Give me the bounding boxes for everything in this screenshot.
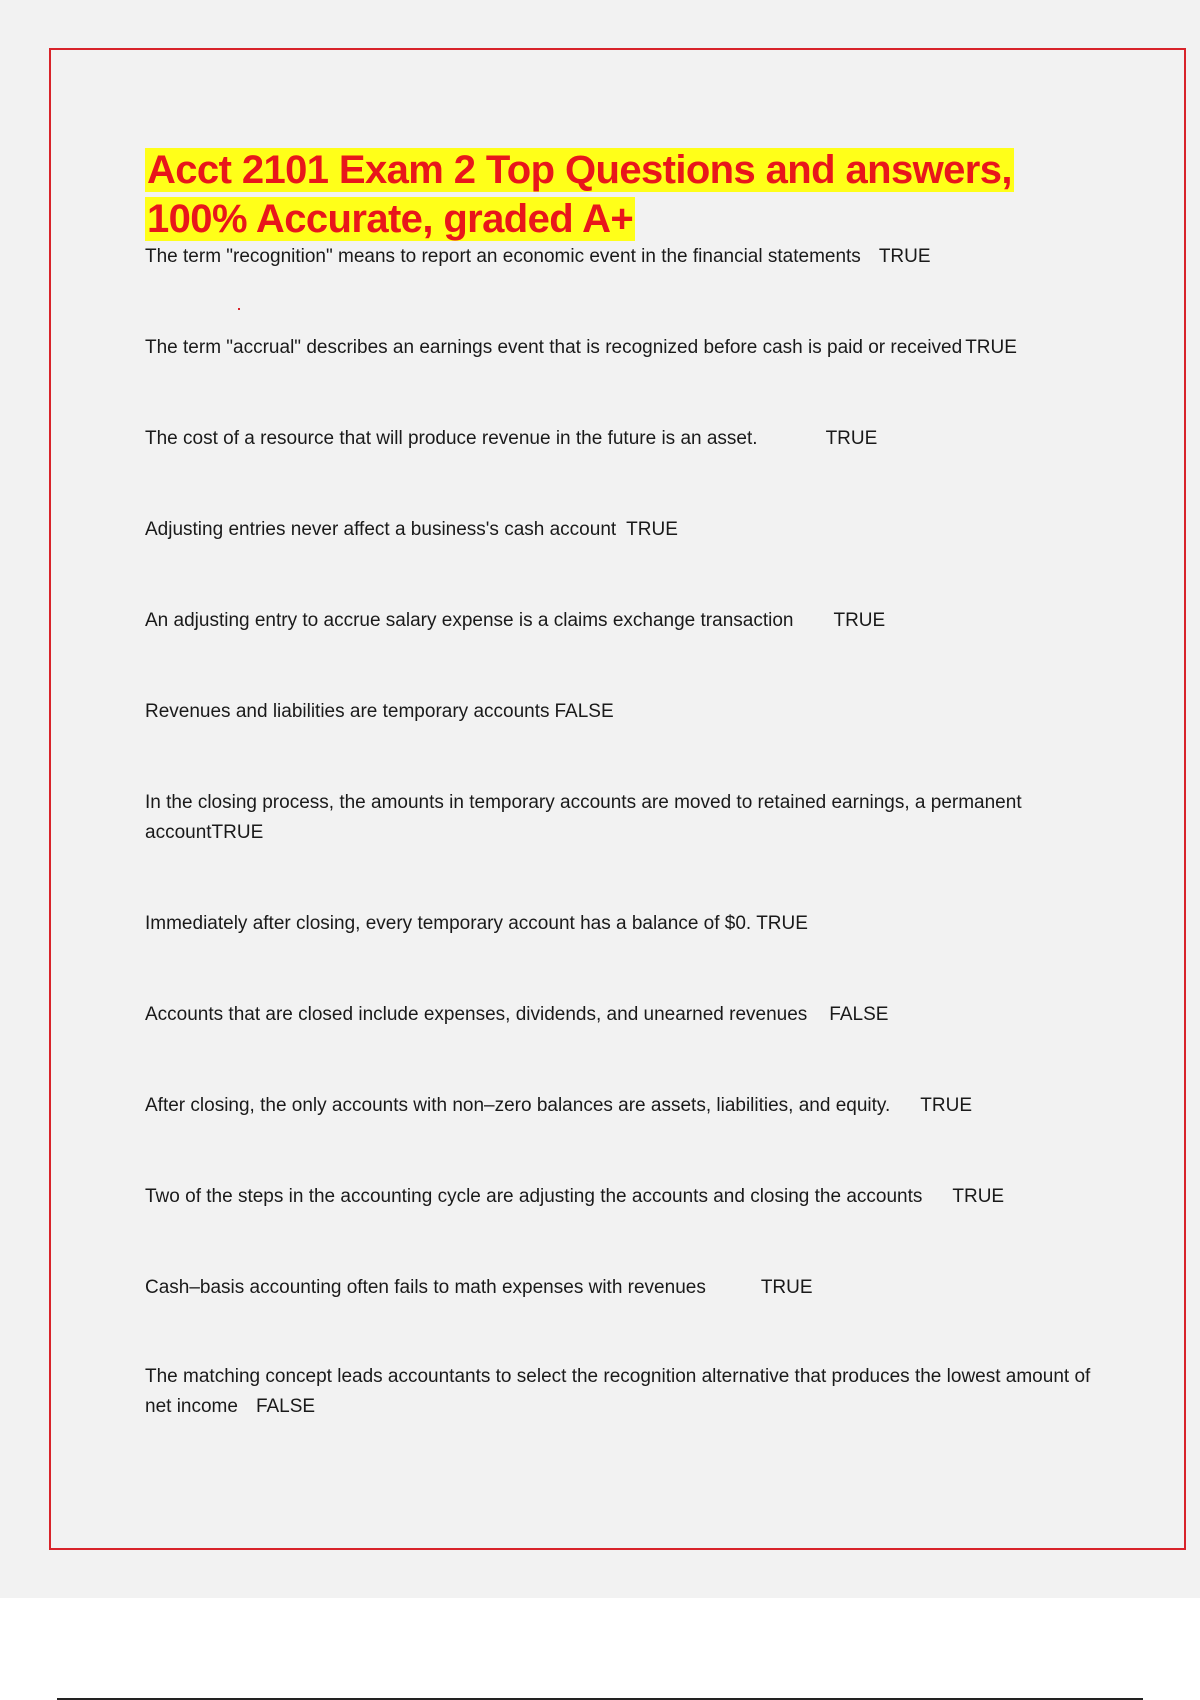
question-text: Two of the steps in the accounting cycle are adjusting the accounts and closing the accounts — [145, 1186, 923, 1207]
title-line-2: 100% Accurate, graded A+ — [147, 197, 634, 241]
qa-item — [145, 1182, 1095, 1212]
document-content — [145, 146, 1095, 1417]
document-title — [145, 146, 1095, 244]
question-text: In the closing process, the amounts in temporary accounts are moved to retained earnings, a permanent account — [145, 792, 1022, 843]
answer-text: TRUE — [825, 428, 878, 449]
qa-item — [145, 424, 1095, 454]
question-text: Accounts that are closed include expenses, dividends, and unearned revenues — [145, 1004, 808, 1025]
answer-text: TRUE — [878, 246, 931, 267]
answer-text: TRUE — [952, 1186, 1005, 1207]
qa-item — [145, 515, 1095, 545]
question-text: The term "accrual" describes an earnings event that is recognized before cash is paid or received — [145, 337, 963, 358]
question-text: The matching concept leads accountants to select the recognition alternative that produces the lowest amount of net income — [145, 1366, 1091, 1417]
answer-text: FALSE — [554, 701, 614, 722]
answer-text: FALSE — [829, 1004, 889, 1025]
answer-text: TRUE — [833, 610, 886, 631]
question-text: The cost of a resource that will produce revenue in the future is an asset. — [145, 428, 758, 449]
question-text: Cash–basis accounting often fails to math expenses with revenues — [145, 1277, 706, 1298]
qa-item — [145, 788, 1095, 848]
stray-mark — [238, 308, 240, 310]
qa-item — [145, 606, 1095, 636]
title-line-1: Acct 2101 Exam 2 Top Questions and answers, — [147, 148, 1012, 192]
qa-item — [145, 242, 1095, 272]
answer-text: FALSE — [255, 1396, 316, 1417]
question-text: Adjusting entries never affect a business's cash account — [145, 519, 617, 540]
qa-item — [145, 1362, 1095, 1422]
question-text: An adjusting entry to accrue salary expense is a claims exchange transaction — [145, 610, 794, 631]
answer-text: TRUE — [920, 1095, 973, 1116]
answer-text: TRUE — [965, 337, 1017, 358]
qa-item — [145, 333, 1095, 363]
qa-item — [145, 697, 1095, 727]
qa-item — [145, 909, 1095, 939]
answer-text: TRUE — [626, 519, 678, 540]
answer-text: TRUE — [760, 1277, 813, 1298]
qa-item — [145, 1273, 1095, 1303]
answer-text: TRUE — [756, 913, 808, 934]
qa-item — [145, 1000, 1095, 1030]
question-text: After closing, the only accounts with non–zero balances are assets, liabilities, and equity. — [145, 1095, 891, 1116]
qa-item — [145, 1091, 1095, 1121]
question-text: The term "recognition" means to report an economic event in the financial statements — [145, 246, 861, 267]
question-text: Revenues and liabilities are temporary accounts — [145, 701, 550, 722]
question-text: Immediately after closing, every temporary account has a balance of $0. — [145, 913, 752, 934]
answer-text: TRUE — [211, 822, 264, 843]
